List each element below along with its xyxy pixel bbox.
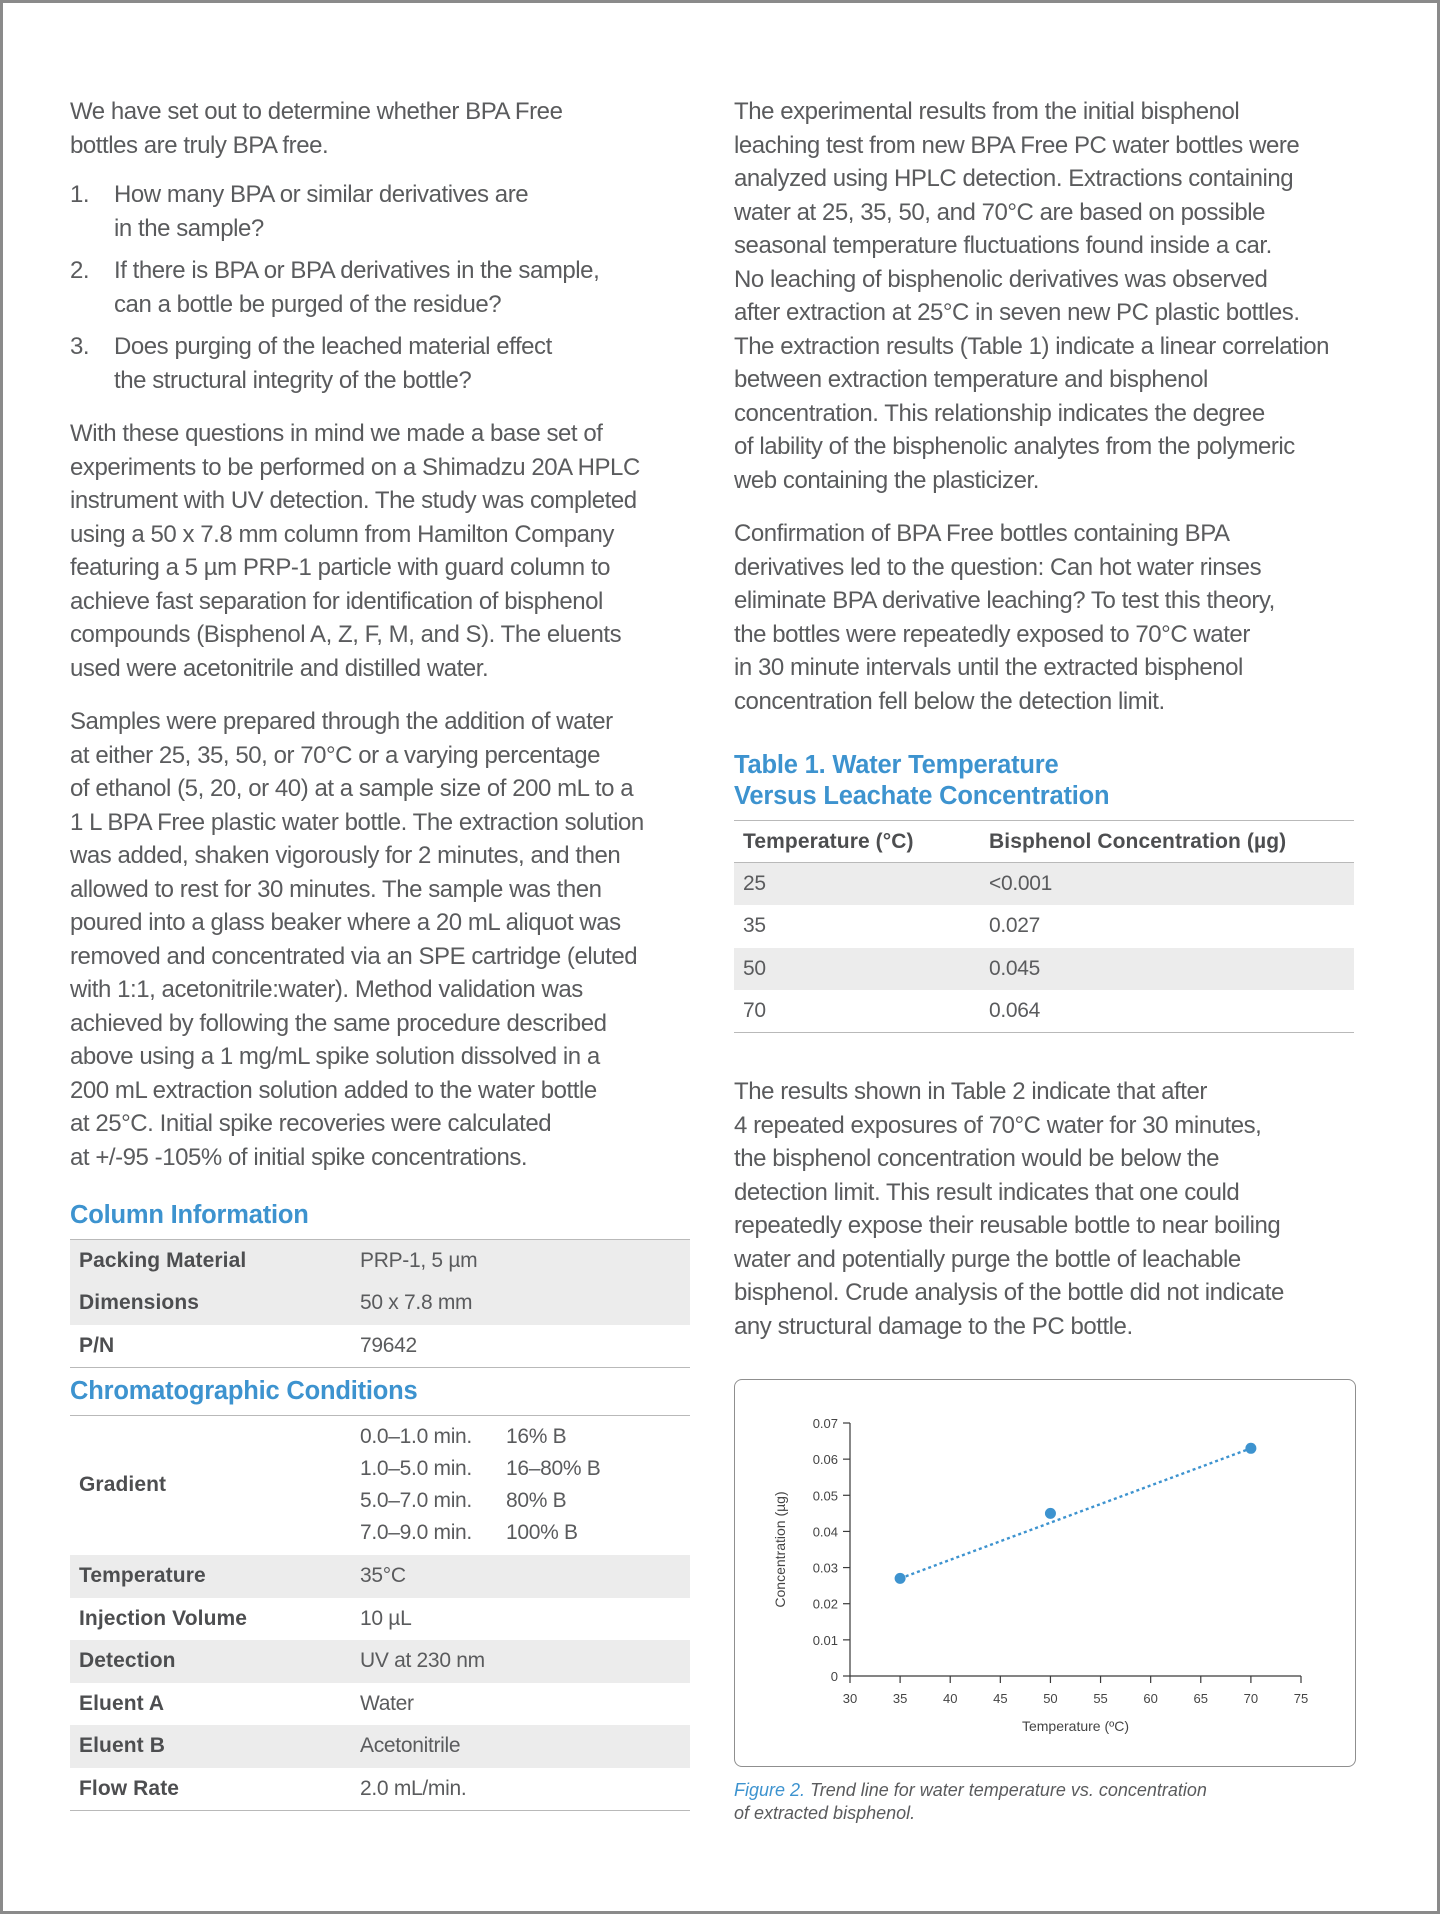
table-row: 25 <0.001 xyxy=(734,863,1354,906)
y-axis-label: Concentration (µg) xyxy=(772,1491,788,1608)
method-paragraph xyxy=(70,417,690,685)
row-label: Injection Volume xyxy=(79,1606,248,1630)
data-point xyxy=(1245,1443,1256,1454)
table-row xyxy=(70,1240,690,1283)
row-value: Acetonitrile xyxy=(360,1725,690,1768)
text-line: water and potentially purge the bottle of leachable xyxy=(734,1245,1241,1273)
table1 xyxy=(734,820,1354,1033)
text-line: derivatives led to the question: Can hot water rinses xyxy=(734,553,1262,581)
trend-line xyxy=(900,1448,1251,1578)
y-tick-label: 0.05 xyxy=(812,1488,838,1504)
question-number: 3. xyxy=(70,333,90,360)
row-value: 79642 xyxy=(360,1333,417,1357)
text-line: eliminate BPA derivative leaching? To test this theory, xyxy=(734,587,1275,614)
row-label: P/N xyxy=(79,1333,115,1357)
text-line: after extraction at 25°C in seven new PC plastic bottles. xyxy=(734,299,1300,326)
column-header: Bisphenol Concentration (µg) xyxy=(980,821,1354,863)
text-line: web containing the plasticizer. xyxy=(734,466,1039,494)
row-value: 50 x 7.8 mm xyxy=(360,1282,690,1325)
row-label: Temperature xyxy=(70,1555,360,1598)
text-line: above using a 1 mg/mL spike solution dissolved in a xyxy=(70,1043,600,1070)
scatter-chart xyxy=(735,1380,1355,1766)
row-value: 10 µL xyxy=(360,1606,412,1630)
text-line: of lability of the bisphenolic analytes from the polymeric xyxy=(734,433,1295,460)
text-line: repeatedly expose their reusable bottle to near boiling xyxy=(734,1212,1281,1239)
text-line: bisphenol. Crude analysis of the bottle did not indicate xyxy=(734,1279,1284,1306)
x-tick-label: 65 xyxy=(1193,1691,1209,1706)
text-line: used were acetonitrile and distilled water. xyxy=(70,654,489,682)
y-tick-label: 0.02 xyxy=(812,1596,838,1612)
text-line: The extraction results (Table 1) indicate a linear correlation xyxy=(734,332,1330,360)
row-value: 2.0 mL/min. xyxy=(360,1776,467,1800)
table-row xyxy=(70,1683,690,1726)
text-line: With these questions in mind we made a base set of xyxy=(70,420,603,447)
table-row xyxy=(70,1598,690,1641)
text-line: analyzed using HPLC detection. Extractions containing xyxy=(734,165,1294,192)
results-paragraph xyxy=(734,95,1354,497)
x-tick-label: 45 xyxy=(993,1691,1008,1706)
text-line: No leaching of bisphenolic derivatives was observed xyxy=(734,265,1268,293)
column-header: Temperature (°C) xyxy=(734,821,980,863)
y-tick-label: 0.01 xyxy=(812,1632,838,1648)
question-text: If there is BPA or BPA derivatives in the sample, xyxy=(114,257,600,284)
text-line: compounds (Bisphenol A, Z, F, M, and S). The eluents xyxy=(70,621,622,648)
x-tick-label: 30 xyxy=(842,1691,858,1706)
gradient-step: 1.0–5.0 min. 16–80% B xyxy=(360,1457,601,1481)
x-tick-label: 35 xyxy=(892,1691,908,1706)
text-line: the bottles were repeatedly exposed to 70°C water xyxy=(734,620,1250,648)
row-label: Eluent B xyxy=(70,1725,360,1768)
caption-text: Trend line for water temperature vs. concentration xyxy=(810,1780,1207,1800)
question-text: in the sample? xyxy=(114,214,264,242)
text-line: seasonal temperature fluctuations found inside a car. xyxy=(734,232,1272,259)
text-line: leaching test from new BPA Free PC water bottles were xyxy=(734,131,1300,159)
text-line: experiments to be performed on a Shimadzu 20A HPLC xyxy=(70,453,640,481)
row-label: Packing Material xyxy=(70,1240,360,1283)
purge-results-paragraph xyxy=(734,1075,1354,1343)
text-line: instrument with UV detection. The study was completed xyxy=(70,487,637,514)
text-line: 200 mL extraction solution added to the water bottle xyxy=(70,1076,597,1104)
text-line: concentration. This relationship indicates the degree xyxy=(734,399,1265,427)
x-tick-label: 50 xyxy=(1043,1691,1058,1706)
gradient-step: 5.0–7.0 min. 80% B xyxy=(360,1489,567,1513)
row-label: Gradient xyxy=(79,1473,167,1497)
row-label: Detection xyxy=(70,1640,360,1683)
column-info-table xyxy=(70,1239,690,1368)
text-line: with 1:1, acetonitrile:water). Method validation was xyxy=(70,976,583,1003)
data-point xyxy=(895,1573,906,1584)
x-tick-label: 60 xyxy=(1143,1691,1158,1706)
text-line: The experimental results from the initial bisphenol xyxy=(734,98,1240,125)
gradient-step: 7.0–9.0 min. 100% B xyxy=(360,1521,578,1545)
text-line: allowed to rest for 30 minutes. The sample was then xyxy=(70,875,602,903)
x-tick-label: 75 xyxy=(1293,1691,1309,1706)
chrom-conditions-heading: Chromatographic Conditions xyxy=(70,1376,418,1405)
text-line: between extraction temperature and bisphenol xyxy=(734,366,1208,393)
text-line: any structural damage to the PC bottle. xyxy=(734,1312,1133,1340)
row-value: PRP-1, 5 µm xyxy=(360,1240,690,1283)
question-number: 2. xyxy=(70,257,90,284)
question-text: Does purging of the leached material effect xyxy=(114,333,552,360)
question-number: 1. xyxy=(70,181,90,208)
table-row xyxy=(70,1282,690,1325)
confirmation-paragraph xyxy=(734,517,1354,718)
text-line: Confirmation of BPA Free bottles containing BPA xyxy=(734,520,1230,547)
question-item xyxy=(70,178,690,245)
table-row: 35 0.027 xyxy=(743,914,1041,938)
left-column xyxy=(70,95,690,1811)
y-tick-label: 0.03 xyxy=(812,1560,838,1576)
x-tick-label: 55 xyxy=(1093,1691,1108,1706)
table-row xyxy=(70,1555,690,1598)
text-line: poured into a glass beaker where a 20 mL aliquot was xyxy=(70,909,621,936)
caption-text: of extracted bisphenol. xyxy=(734,1803,916,1823)
row-value: 35°C xyxy=(360,1555,690,1598)
row-label: Eluent A xyxy=(79,1691,165,1715)
question-text: can a bottle be purged of the residue? xyxy=(114,290,502,318)
figure-chart xyxy=(734,1379,1356,1767)
row-label: Dimensions xyxy=(70,1282,360,1325)
table-row: 50 0.045 xyxy=(734,948,1354,991)
text-line: of ethanol (5, 20, or 40) at a sample size of 200 mL to a xyxy=(70,775,634,802)
table-row: 70 0.064 xyxy=(743,999,1041,1022)
text-line: the bisphenol concentration would be below the xyxy=(734,1145,1219,1172)
intro-paragraph: We have set out to determine whether BPA Free bottles are truly BPA free. xyxy=(70,98,563,159)
right-column xyxy=(734,95,1354,1363)
table-row xyxy=(70,1725,690,1768)
text-line: at +/-95 -105% of initial spike concentrations. xyxy=(70,1143,528,1171)
text-line: achieve fast separation for identification of bisphenol xyxy=(70,587,603,615)
text-line: removed and concentrated via an SPE cartridge (eluted xyxy=(70,942,638,970)
samples-paragraph xyxy=(70,705,690,1174)
x-tick-label: 70 xyxy=(1243,1691,1259,1706)
question-text: How many BPA or similar derivatives are xyxy=(114,181,529,208)
x-axis-label: Temperature (ºC) xyxy=(1021,1718,1130,1734)
figure-label: Figure 2. xyxy=(734,1780,806,1800)
text-line: 1 L BPA Free plastic water bottle. The extraction solution xyxy=(70,808,644,836)
text-line: at 25°C. Initial spike recoveries were calculated xyxy=(70,1110,552,1137)
y-tick-label: 0 xyxy=(830,1669,838,1684)
gradient-step: 0.0–1.0 min. 16% B xyxy=(360,1425,567,1449)
text-line: was added, shaken vigorously for 2 minutes, and then xyxy=(70,842,621,869)
y-tick-label: 0.06 xyxy=(812,1452,838,1468)
text-line: using a 50 x 7.8 mm column from Hamilton Company xyxy=(70,520,614,548)
row-label: Flow Rate xyxy=(79,1776,180,1800)
text-line: 4 repeated exposures of 70°C water for 30 minutes, xyxy=(734,1111,1262,1139)
question-list xyxy=(70,178,690,397)
text-line: featuring a 5 µm PRP-1 particle with guard column to xyxy=(70,554,611,581)
question-text: the structural integrity of the bottle? xyxy=(114,366,472,394)
question-item xyxy=(70,254,690,321)
row-value: Water xyxy=(360,1691,414,1715)
text-line: The results shown in Table 2 indicate that after xyxy=(734,1078,1207,1105)
table-row xyxy=(70,1768,690,1811)
x-tick-label: 40 xyxy=(942,1691,958,1706)
text-line: detection limit. This result indicates that one could xyxy=(734,1178,1240,1206)
chrom-conditions-table xyxy=(70,1415,690,1811)
figure-caption xyxy=(734,1779,1294,1825)
y-tick-label: 0.04 xyxy=(812,1524,838,1540)
text-line: achieved by following the same procedure described xyxy=(70,1009,607,1037)
text-line: water at 25, 35, 50, and 70°C are based on possible xyxy=(734,198,1266,226)
gradient-values xyxy=(360,1415,690,1555)
table-row xyxy=(70,1640,690,1683)
column-info-heading: Column Information xyxy=(70,1201,309,1229)
row-value: UV at 230 nm xyxy=(360,1640,690,1683)
table-row xyxy=(70,1415,690,1555)
table1-title: Table 1. Water Temperature Versus Leachate Concentration xyxy=(734,751,1110,810)
table-row xyxy=(70,1325,690,1368)
text-line: Samples were prepared through the addition of water xyxy=(70,708,613,735)
table-header-row xyxy=(734,821,1354,863)
data-point xyxy=(1045,1508,1056,1519)
text-line: in 30 minute intervals until the extracted bisphenol xyxy=(734,654,1243,681)
text-line: at either 25, 35, 50, or 70°C or a varying percentage xyxy=(70,741,601,769)
y-tick-label: 0.07 xyxy=(812,1416,838,1431)
text-line: concentration fell below the detection limit. xyxy=(734,687,1165,715)
question-item xyxy=(70,330,690,397)
